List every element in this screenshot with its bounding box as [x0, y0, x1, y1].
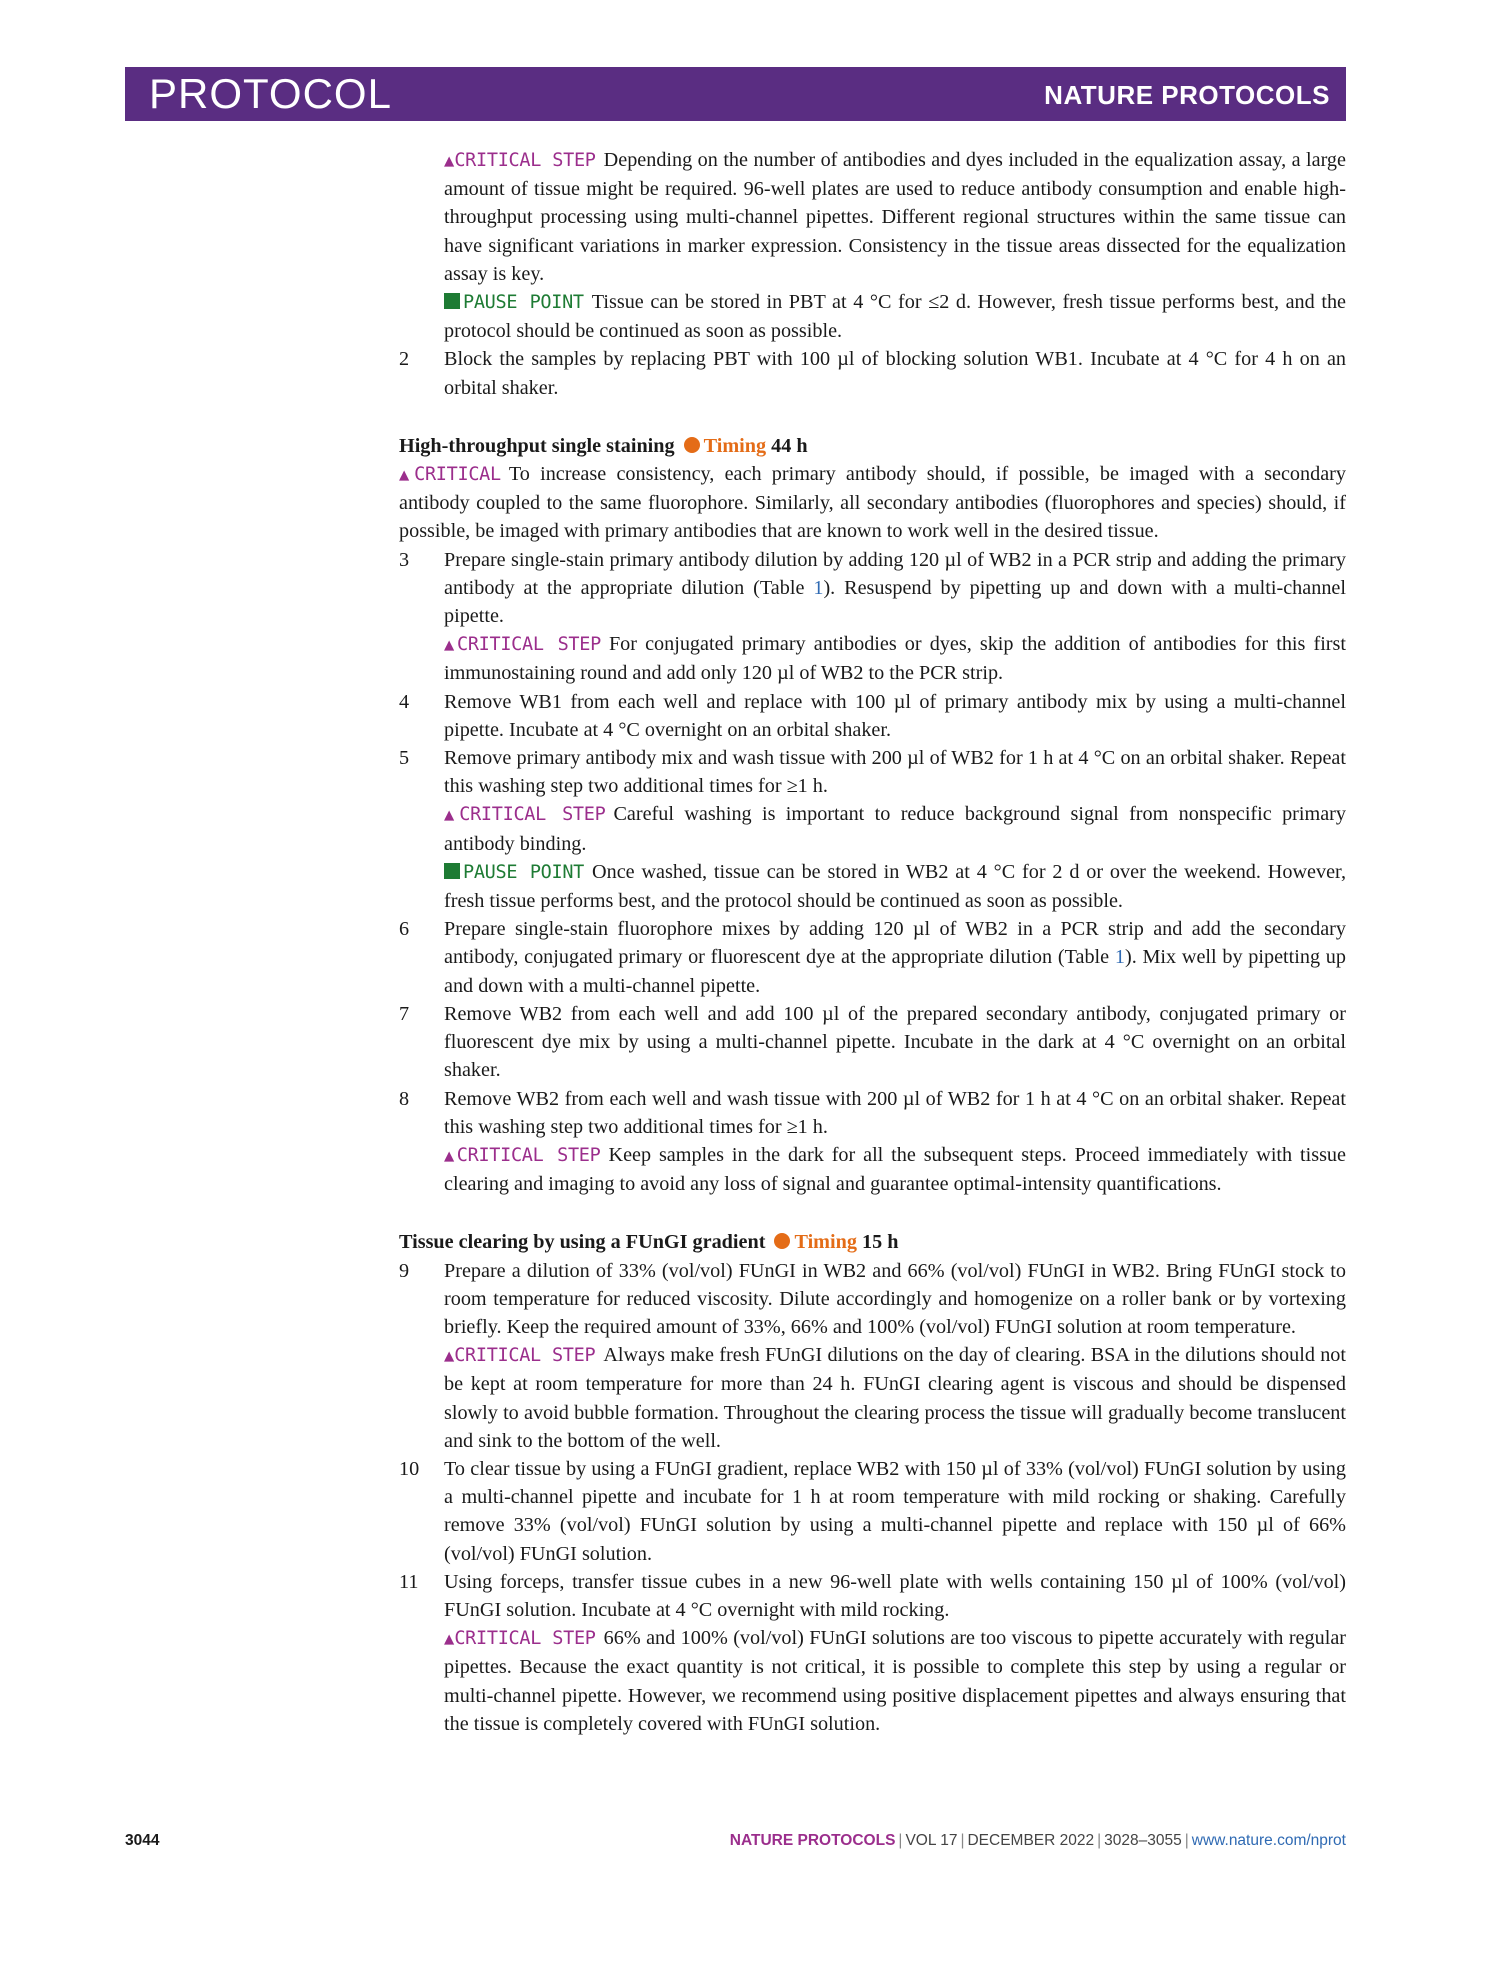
critical-step-label: ▲CRITICAL STEP [444, 1345, 596, 1367]
step-7: 7 Remove WB2 from each well and add 100 µl of the prepared secondary antibody, conjugated primary or fluorescent dye mix by using a multi-channel pipette. Incubate in the dark at 4 °C overnight on an orbital shaker. [444, 1000, 1346, 1085]
critical-step-note: ▲CRITICAL STEP For conjugated primary antibodies or dyes, skip the addition of antibodies for this first immunostaining round and add only 120 µl of WB2 to the PCR strip. [444, 633, 1346, 685]
table-link[interactable]: 1 [1114, 946, 1125, 969]
critical-step-label: ▲CRITICAL STEP [444, 1628, 596, 1650]
step-number: 10 [399, 1457, 420, 1480]
step-number: 6 [399, 918, 410, 941]
square-icon [444, 293, 460, 309]
critical-note: ▲CRITICAL To increase consistency, each primary antibody should, if possible, be imaged with a secondary antibody coupled to the same fluorophore. Similarly, all secondary antibodies (fluorophores and species) should, if possible, be imaged with primary antibodies that are known to work well in the desired tissue. [399, 463, 1346, 543]
triangle-icon: ▲ [444, 1629, 455, 1650]
section-label: PROTOCOL [149, 70, 392, 117]
critical-step-label: ▲CRITICAL STEP [444, 150, 596, 171]
square-icon [444, 863, 460, 879]
journal-name: NATURE PROTOCOLS [1044, 80, 1330, 110]
step-6: 6 Prepare single-stain fluorophore mixes by adding 120 µl of WB2 in a PCR strip and add the secondary antibody, conjugated primary or fluorescent dye at the appropriate dilution (Table 1). Mix well by pipetting up and down with a multi-channel pipette. [444, 915, 1346, 1000]
critical-step-label: ▲CRITICAL STEP [444, 804, 606, 826]
pause-point-note: PAUSE POINT Tissue can be stored in PBT at 4 °C for ≤2 d. However, fresh tissue performs best, and the protocol should be continued as soon as possible. [444, 291, 1346, 343]
critical-step-note: ▲CRITICAL STEP 66% and 100% (vol/vol) FUnGI solutions are too viscous to pipette accurately with regular pipettes. Because the exact quantity is not critical, it is possible to complete this step by using a regular or multi-channel pipette. However, we recommend using positive displacement pipettes and always ensuring that the tissue is completely covered with FUnGI solution. [444, 1627, 1346, 1735]
critical-step-note: ▲CRITICAL STEP Keep samples in the dark for all the subsequent steps. Proceed immediately with tissue clearing and imaging to avoid any loss of signal and guarantee optimal-intensity quantifications. [444, 1143, 1346, 1196]
step-11: 11 Using forceps, transfer tissue cubes in a new 96-well plate with wells containing 150 µl of 100% (vol/vol) FUnGI solution. Incubate at 4 °C overnight with mild rocking. [444, 1568, 1346, 1624]
citation: NATURE PROTOCOLS | VOL 17 | DECEMBER 2022 | 3028–3055 | www.nature.com/nprot [729, 1832, 1346, 1849]
critical-label: ▲CRITICAL [399, 464, 501, 486]
timing-dot-icon [774, 1233, 790, 1249]
footer-volume: VOL 17 [905, 1832, 958, 1849]
step-5: 5 Remove primary antibody mix and wash tissue with 200 µl of WB2 for 1 h at 4 °C on an orbital shaker. Repeat this washing step two additional times for ≥1 h. [444, 744, 1346, 800]
triangle-icon: ▲ [444, 805, 460, 826]
triangle-icon: ▲ [444, 635, 457, 656]
footer-date: DECEMBER 2022 [967, 1832, 1095, 1849]
footer-url-link[interactable]: www.nature.com/nprot [1191, 1832, 1346, 1849]
triangle-icon: ▲ [444, 151, 455, 171]
critical-step-label: ▲CRITICAL STEP [444, 1144, 601, 1166]
page-number: 3044 [125, 1832, 160, 1849]
step-10: 10 To clear tissue by using a FUnGI gradient, replace WB2 with 150 µl of 33% (vol/vol) FUnGI solution by using a multi-channel pipette and incubate for 1 h at room temperature with mild rocking or shaking. Carefully remove 33% (vol/vol) FUnGI solution by using a multi-channel pipette and replace with 150 µl of 66% (vol/vol) FUnGI solution. [444, 1455, 1346, 1568]
step-number: 2 [399, 348, 410, 371]
step-4: 4 Remove WB1 from each well and replace with 100 µl of primary antibody mix by using a multi-channel pipette. Incubate at 4 °C overnight on an orbital shaker. [444, 688, 1346, 744]
section-heading-staining: High-throughput single staining Timing 44 h [399, 434, 808, 457]
triangle-icon: ▲ [444, 1145, 457, 1166]
step-number: 8 [399, 1087, 410, 1110]
page-header [125, 67, 1346, 121]
step-number: 3 [399, 548, 410, 571]
page-footer [125, 1832, 1346, 1856]
critical-step-label: ▲CRITICAL STEP [444, 634, 601, 656]
step-number: 11 [399, 1570, 419, 1593]
step-2: 2 Block the samples by replacing PBT with 100 µl of blocking solution WB1. Incubate at 4 °C for 4 h on an orbital shaker. [444, 345, 1346, 401]
triangle-icon: ▲ [444, 1346, 455, 1367]
step-8: 8 Remove WB2 from each well and wash tissue with 200 µl of WB2 for 1 h at 4 °C on an orbital shaker. Repeat this washing step two additional times for ≥1 h. [444, 1085, 1346, 1141]
main-content [399, 146, 1346, 1738]
footer-pages: 3028–3055 [1104, 1832, 1182, 1849]
step-number: 4 [399, 690, 410, 713]
table-link[interactable]: 1 [813, 576, 824, 599]
step-9: 9 Prepare a dilution of 33% (vol/vol) FUnGI in WB2 and 66% (vol/vol) FUnGI in WB2. Bring FUnGI stock to room temperature for reduced viscosity. Dilute accordingly and homogenize on a roller bank or by vortexing briefly. Keep the required amount of 33%, 66% and 100% (vol/vol) FUnGI solution at room temperature. [444, 1257, 1346, 1342]
critical-step-note: ▲CRITICAL STEP Careful washing is important to reduce background signal from nonspecific primary antibody binding. [444, 803, 1346, 855]
critical-step-note: ▲CRITICAL STEP Always make fresh FUnGI dilutions on the day of clearing. BSA in the dilutions should not be kept at room temperature for more than 24 h. FUnGI clearing agent is viscous and should be dispensed slowly to avoid bubble formation. Throughout the clearing process the tissue will gradually become translucent and sink to the bottom of the well. [444, 1344, 1346, 1452]
step-3: 3 Prepare single-stain primary antibody dilution by adding 120 µl of WB2 in a PCR strip and adding the primary antibody at the appropriate dilution (Table 1). Resuspend by pipetting up and down with a multi-channel pipette. [444, 546, 1346, 631]
triangle-icon: ▲ [399, 465, 415, 486]
timing-dot-icon [684, 437, 700, 453]
footer-journal: NATURE PROTOCOLS [729, 1832, 896, 1849]
critical-step-note: ▲CRITICAL STEP Depending on the number of antibodies and dyes included in the equalization assay, a large amount of tissue might be required. 96-well plates are used to reduce antibody consumption and enable high-throughput processing using multi-channel pipettes. Different regional structures within the same tissue can have significant variations in marker expression. Consistency in the tissue areas dissected for the equalization assay is key. [444, 149, 1346, 285]
pause-point-note: PAUSE POINT Once washed, tissue can be stored in WB2 at 4 °C for 2 d or over the weekend. However, fresh tissue performs best, and the protocol should be continued as soon as possible. [444, 860, 1346, 913]
pause-point-label: PAUSE POINT [444, 862, 584, 883]
pause-point-label: PAUSE POINT [444, 292, 584, 313]
step-number: 5 [399, 747, 410, 770]
step-number: 9 [399, 1259, 410, 1282]
step-number: 7 [399, 1002, 410, 1025]
section-heading-clearing: Tissue clearing by using a FUnGI gradient Timing 15 h [399, 1231, 899, 1254]
